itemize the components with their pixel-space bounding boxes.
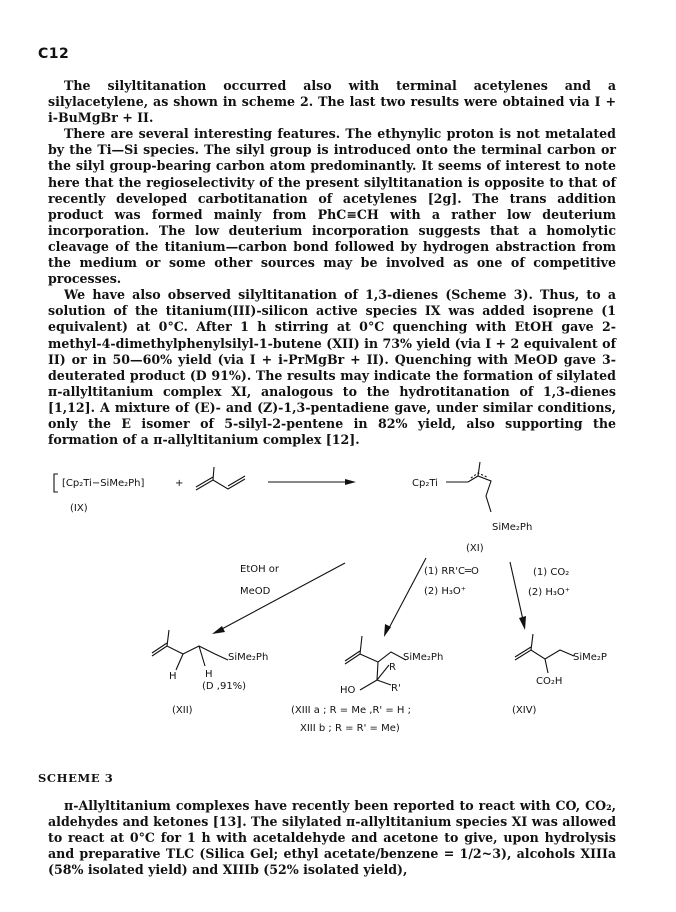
product-xii-h-bond	[199, 646, 205, 666]
paragraph: π-Allyltitanium complexes have recently been reported to react with CO, CO₂, aldehydes and ketones [13]. The silylated π-allyltitanium species XI was allowed to react at 0°C for 1 h with acetaldehyde and acetone to give, upon hydrolysis and preparative TLC (Silica Gel; ethyl acetate/benzene = 1/2~3), alcohols XIIIa (58% isolated yield) and XIIIb (52% isolated yield),	[48, 798, 616, 878]
product-xii-double-bond	[152, 643, 167, 653]
page-number: C12	[38, 46, 70, 62]
bracket-left	[54, 474, 58, 492]
paragraph: There are several interesting features. The ethynylic proton is not metalated by the Ti—Si species. The silyl group is introduced onto the terminal carbon or the silyl group-bearing carbon atom predominantly. It seems of interest to note here that the regioselectivity of the present silyltitanation is opposite to that of recently developed carbotitanation of acetylenes [2g]. The trans addition product was formed mainly from PhC≡CH with a rather low deuterium incorporation. The low deuterium incorporation suggests that a homolytic cleavage of the titanium—carbon bond followed by hydrogen abstraction from the medium or some other sources may be involved as one of competitive processes.	[48, 126, 616, 287]
product-xiv-label: (XIV)	[512, 705, 537, 716]
arrowhead	[345, 479, 356, 485]
reagent-mid-1: (1) RR'C═O	[424, 566, 479, 577]
product-xiii-rprime: R'	[391, 683, 401, 694]
isoprene-double-bond	[228, 476, 245, 486]
product-xii-h-bond	[176, 654, 183, 670]
allyl-pi-dots	[471, 473, 487, 478]
product-xiv-acid-bond	[545, 659, 548, 673]
product-xiv-double-bond	[515, 647, 531, 657]
plus-sign: +	[175, 478, 184, 489]
product-xii-silyl: SiMe₂Ph	[228, 652, 269, 663]
body-text-bottom	[48, 798, 616, 878]
scheme-caption: SCHEME 3	[38, 771, 114, 785]
product-xiii-label-a: (XIII a ; R = Me ,R' = H ;	[291, 705, 411, 716]
product-xii-methyl	[167, 630, 169, 646]
isoprene-double-bond	[196, 477, 213, 487]
isoprene-methyl	[213, 467, 214, 480]
allyl-methyl	[478, 462, 480, 476]
paragraph: The silyltitanation occurred also with terminal acetylenes and a silylacetylene, as shown in scheme 2. The last two results were obtained via I + i-BuMgBr + II.	[48, 78, 616, 126]
intermediate-silyl: SiMe₂Ph	[492, 522, 533, 533]
product-xiv-methyl	[531, 634, 533, 650]
reagent-right-2: (2) H₃O⁺	[528, 587, 571, 598]
arrow-middle-path	[388, 558, 426, 630]
product-xiv-structure	[515, 650, 574, 660]
arrowhead	[519, 616, 526, 630]
product-xiv-silyl: SiMe₂P	[573, 652, 607, 663]
allyl-chain	[468, 476, 491, 512]
product-xiii-carbinol	[360, 662, 378, 690]
reagent-left-2: MeOD	[240, 586, 271, 597]
body-text-top	[48, 78, 616, 448]
intermediate-label: (XI)	[466, 543, 484, 554]
product-xiii-methyl	[360, 636, 362, 654]
product-xiii-rprime-bond	[377, 680, 391, 685]
arrowhead	[384, 624, 391, 637]
product-xii-structure	[152, 646, 228, 660]
reagent-mid-2: (2) H₃O⁺	[424, 586, 467, 597]
reactant-label: (IX)	[70, 503, 88, 514]
product-xiii-double-bond	[345, 651, 360, 661]
product-xii-label: (XII)	[172, 705, 193, 716]
product-xii-h1: H	[169, 671, 177, 682]
product-xii-deuterium: (D ,91%)	[202, 681, 247, 692]
arrowhead	[212, 626, 225, 634]
product-xiii-structure	[345, 652, 406, 664]
reagent-right-1: (1) CO₂	[533, 567, 570, 578]
product-xiii-hydroxyl: HO	[340, 685, 356, 696]
reactant-text: [Cp₂Ti−SiMe₂Ph]	[62, 478, 145, 489]
arrow-left-path	[220, 563, 345, 630]
product-xii-h2: H	[205, 669, 213, 680]
paragraph: We have also observed silyltitanation of 1,3-dienes (Scheme 3). Thus, to a solution of the titanium(III)-silicon active species IX was added isoprene (1 equivalent) at 0°C. After 1 h stirring at 0°C quenching with EtOH gave 2-methyl-4-dimethylphenylsilyl-1-butene (XII) in 73% yield (via I + 2 equivalent of II) or in 50—60% yield (via I + i-PrMgBr + II). Quenching with MeOD gave 3-deuterated product (D 91%). The results may indicate the formation of silylated π-allyltitanium complex XI, analogous to the hydrotitanation of 1,3-dienes [1,12]. A mixture of (E)- and (Z)-1,3-pentadiene gave, under similar conditions, only the E isomer of 5-silyl-2-pentene in 82% yield, also supporting the formation of a π-allyltitanium complex [12].	[48, 287, 616, 448]
product-xiii-r-bond	[377, 665, 389, 680]
isoprene-structure	[196, 479, 245, 490]
product-xiii-silyl: SiMe₂Ph	[403, 652, 444, 663]
intermediate-metal: Cp₂Ti	[412, 478, 438, 489]
product-xiii-r: R	[389, 662, 396, 673]
product-xiv-acid: CO₂H	[536, 676, 563, 687]
arrow-right-path	[510, 562, 523, 620]
product-xiii-label-b: XIII b ; R = R' = Me)	[300, 723, 400, 734]
reagent-left-1: EtOH or	[240, 564, 280, 575]
